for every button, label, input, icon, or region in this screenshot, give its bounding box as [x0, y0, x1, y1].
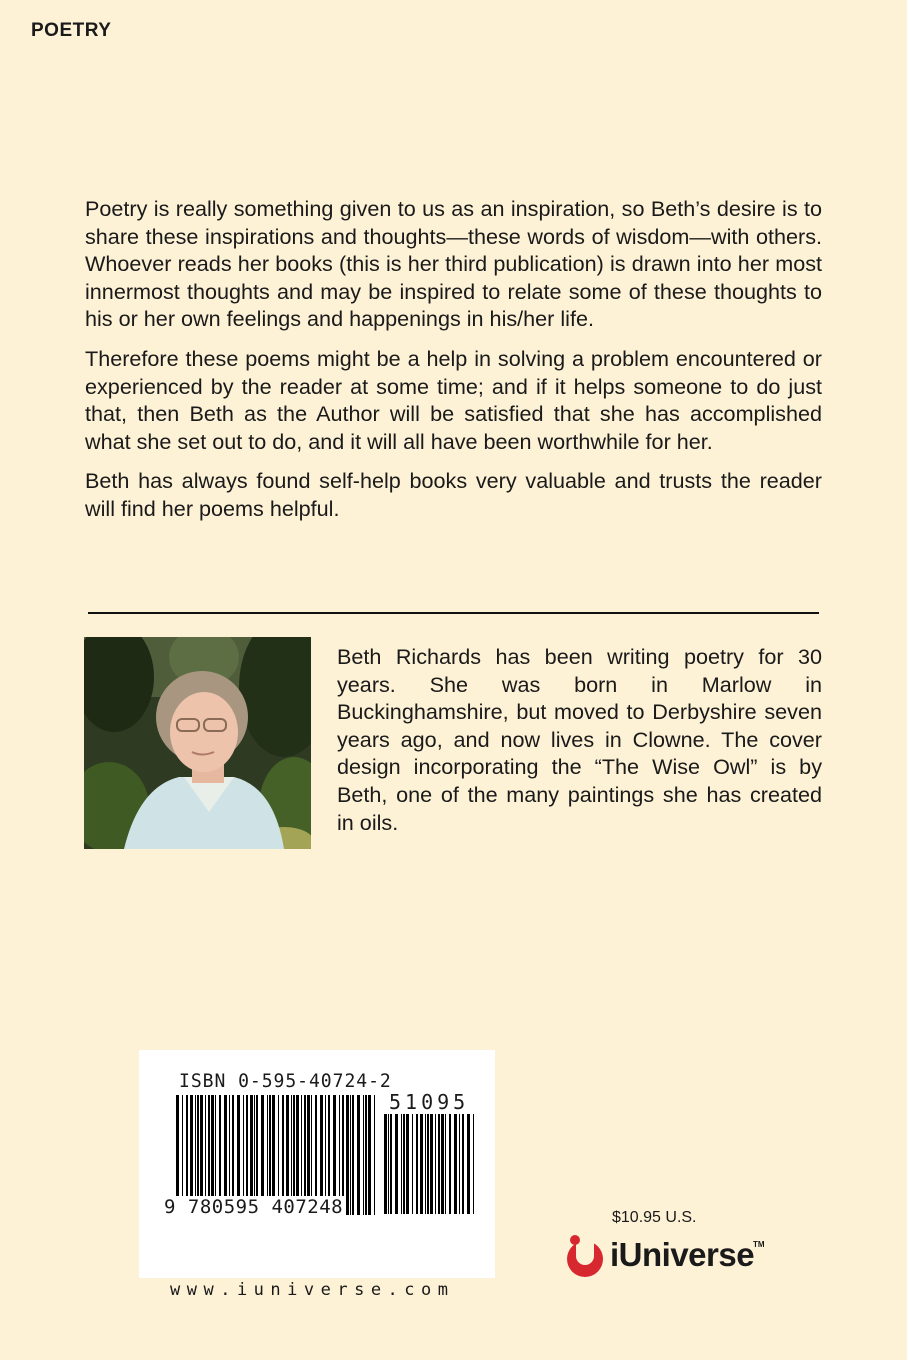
- supplement-digits: 51095: [389, 1090, 470, 1114]
- author-bio: Beth Richards has been writing poetry for 30 years. She was born in Marlow in Buckinghamshire, but moved to Derbyshire seven years ago, and now lives in Clowne. The cover design incorporating the “The Wise Owl” is by Beth, one of the many paintings she has created in oils.: [337, 644, 822, 835]
- isbn-label: ISBN 0-595-40724-2: [179, 1070, 392, 1092]
- barcode-bar: [390, 1114, 392, 1214]
- barcode-bar: [435, 1114, 436, 1214]
- barcode-panel: [139, 1050, 495, 1278]
- barcode-bar: [425, 1114, 426, 1214]
- barcode-bar: [352, 1095, 354, 1215]
- barcode-bar: [368, 1095, 371, 1215]
- publisher-name: iUniverse: [610, 1236, 755, 1273]
- barcode-bar: [384, 1114, 387, 1214]
- barcode-bar: [403, 1114, 405, 1214]
- barcode-bar: [427, 1114, 429, 1214]
- barcode-bar: [388, 1114, 389, 1214]
- barcode-bar: [395, 1114, 398, 1214]
- back-cover-blurb: [85, 195, 822, 535]
- supplement-barcode: [384, 1114, 476, 1239]
- blurb-paragraph-2: Therefore these poems might be a help in solving a problem encountered or experienced by the reader at some time; and if it helps someone to do just that, then Beth as the Author will be satisfied that she has accomplished what she set out to do, and it will all have been worthwhile for her.: [85, 345, 822, 454]
- barcode-bar: [467, 1114, 470, 1214]
- barcode-bar: [430, 1114, 433, 1214]
- category-label: POETRY: [31, 20, 112, 41]
- barcode-bar: [412, 1114, 413, 1214]
- barcode-bar: [363, 1095, 364, 1215]
- publisher-logo: [563, 1232, 773, 1280]
- barcode-bar: [350, 1095, 351, 1215]
- barcode-bar: [438, 1114, 440, 1214]
- barcode-bar: [374, 1095, 375, 1215]
- section-divider: [88, 612, 819, 614]
- blurb-paragraph-1: Poetry is really something given to us as an inspiration, so Beth’s desire is to share these inspirations and thoughts—these words of wisdom—with others. Whoever reads her books (this is her third publication) is drawn into her most innermost thoughts and may be inspired to relate some of these thoughts to his or her own feelings and happenings in his/her life.: [85, 196, 822, 332]
- barcode-bar: [416, 1114, 418, 1214]
- barcode-bar: [459, 1114, 460, 1214]
- barcode-bar: [406, 1114, 409, 1214]
- barcode-bar: [401, 1114, 402, 1214]
- barcode-bar: [365, 1095, 367, 1215]
- price-label: $10.95 U.S.: [612, 1209, 697, 1226]
- barcode-bar: [473, 1114, 474, 1214]
- ean-digits: 9 780595 407248: [164, 1196, 344, 1218]
- barcode-bar: [420, 1114, 423, 1214]
- barcode-bar: [449, 1114, 451, 1214]
- publisher-website: www.iuniverse.com: [170, 1280, 455, 1300]
- author-photo: [84, 637, 311, 849]
- barcode-bar: [357, 1095, 360, 1215]
- iuniverse-swirl-icon: [563, 1232, 607, 1280]
- barcode-bar: [346, 1095, 349, 1215]
- barcode-bar: [441, 1114, 444, 1214]
- blurb-paragraph-3: Beth has always found self-help books very valuable and trusts the reader will find her poems helpful.: [85, 468, 822, 521]
- trademark-mark: TM: [753, 1240, 765, 1249]
- barcode-bar: [445, 1114, 446, 1214]
- barcode-bar: [462, 1114, 464, 1214]
- barcode-bar: [454, 1114, 457, 1214]
